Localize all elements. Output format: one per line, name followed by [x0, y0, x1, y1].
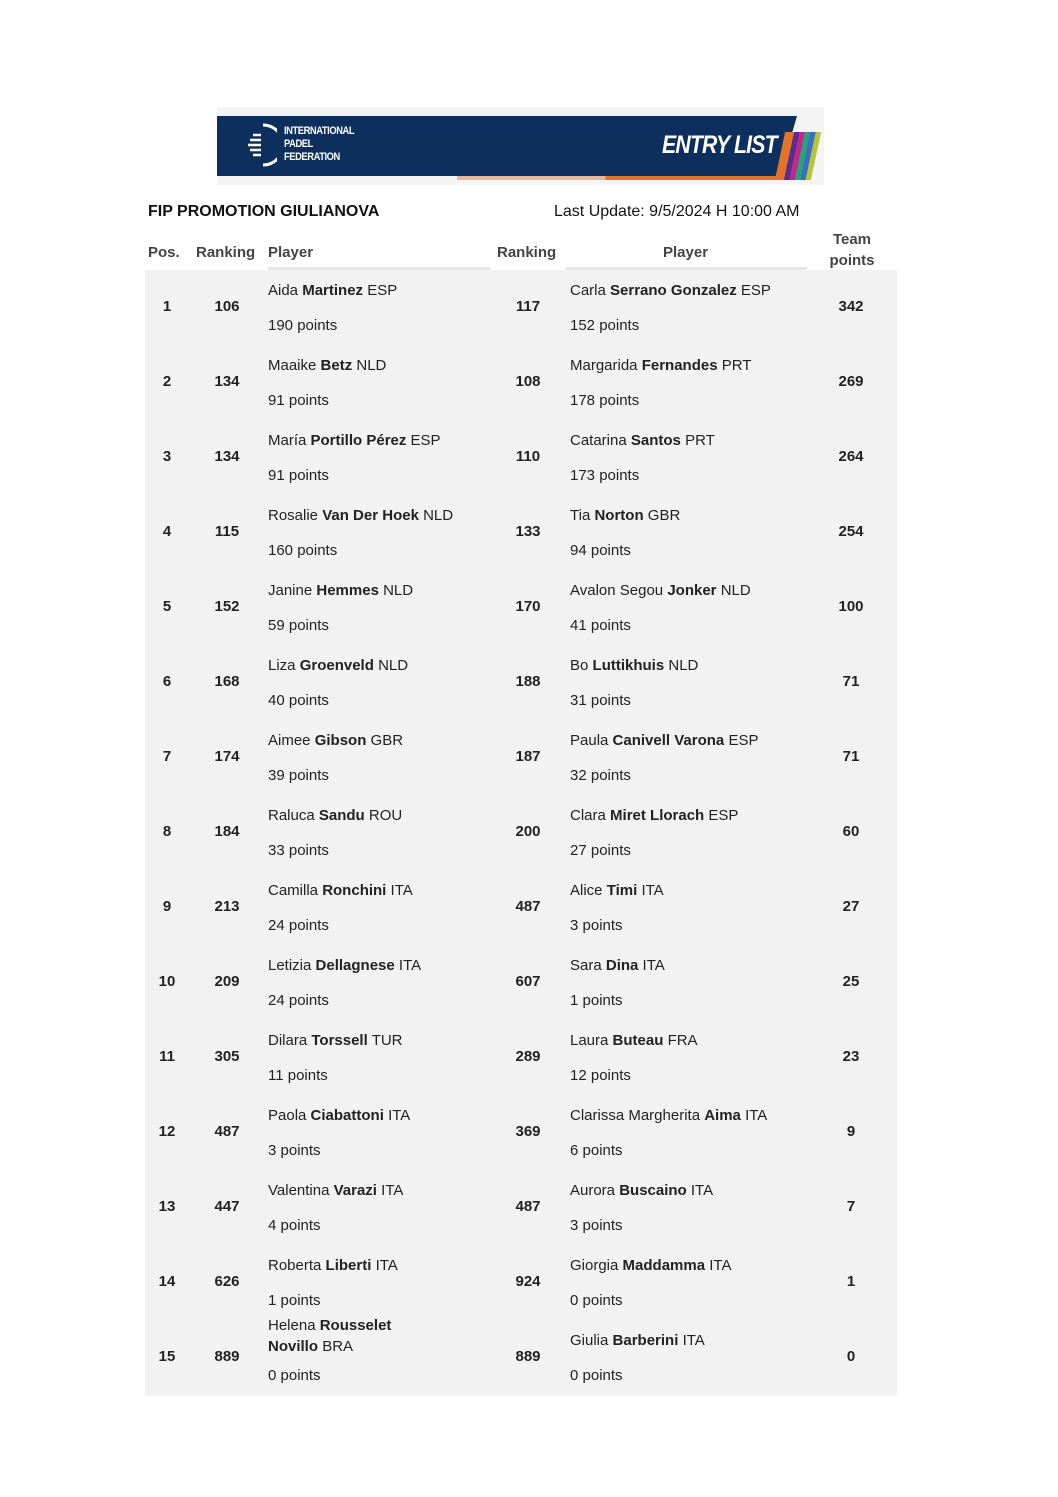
- player-name: [268, 1030, 493, 1051]
- ranking-1: 184: [214, 823, 240, 840]
- table-row: [145, 945, 897, 1020]
- ranking-2: 607: [515, 973, 541, 990]
- player-name: [570, 730, 795, 751]
- team-points: 23: [842, 1048, 860, 1065]
- player-points: 32 points: [570, 767, 631, 784]
- player-first-name: Laura: [570, 1032, 609, 1049]
- ranking-2: 187: [515, 748, 541, 765]
- player-points: 94 points: [570, 542, 631, 559]
- last-update: Last Update: 9/5/2024 H 10:00 AM: [554, 203, 800, 220]
- player-name: [570, 880, 795, 901]
- player-first-name: Janine: [268, 582, 313, 599]
- player-name: [268, 805, 493, 826]
- team-points: 60: [842, 823, 860, 840]
- player-points: 33 points: [268, 842, 329, 859]
- player-last-name: Miret Llorach: [610, 807, 705, 824]
- player-name: [570, 430, 795, 451]
- player-last-name: Ronchini: [322, 882, 387, 899]
- player-points: 1 points: [570, 992, 623, 1009]
- player-points: 91 points: [268, 467, 329, 484]
- player-first-name: Giulia: [570, 1332, 609, 1349]
- player-name: [570, 505, 795, 526]
- player-first-name: Liza: [268, 657, 296, 674]
- player-last-name: Canivell Varona: [612, 732, 725, 749]
- player-last-name: Gibson: [314, 732, 367, 749]
- player-country: BRA: [322, 1338, 354, 1355]
- ranking-2: 369: [515, 1123, 541, 1140]
- player-country: ITA: [682, 1332, 705, 1349]
- player-first-name: Alice: [570, 882, 603, 899]
- player-first-name: Sara: [570, 957, 602, 974]
- table-row: [145, 645, 897, 720]
- player-country: ITA: [709, 1257, 732, 1274]
- player-last-name: Jonker: [667, 582, 717, 599]
- player-country: ITA: [398, 957, 422, 974]
- position: 13: [158, 1198, 176, 1215]
- header-ranking-2: Ranking: [497, 244, 557, 261]
- player-first-name: Bo: [570, 657, 589, 674]
- player-name: [570, 1255, 795, 1276]
- player-last-name: Sandu: [318, 807, 365, 824]
- ranking-1: 305: [214, 1048, 240, 1065]
- player-last-name: Betz: [320, 357, 353, 374]
- player-points: 0 points: [570, 1367, 623, 1384]
- player-last-name: Varazi: [333, 1182, 377, 1199]
- player-points: 173 points: [570, 467, 640, 484]
- table-row: [145, 1095, 897, 1170]
- logo-line: INTERNATIONAL: [284, 125, 355, 137]
- ranking-2: 108: [515, 373, 541, 390]
- position: 3: [162, 448, 172, 465]
- player-points: 31 points: [570, 692, 631, 709]
- player-name: [570, 1180, 795, 1201]
- player-last-name: Dina: [605, 957, 639, 974]
- player-country: ROU: [368, 807, 403, 824]
- header-player-2: Player: [663, 244, 709, 261]
- player-points: 3 points: [570, 1217, 623, 1234]
- player-last-name: Torssell: [311, 1032, 368, 1049]
- player-points: 160 points: [268, 542, 338, 559]
- ranking-1: 213: [214, 898, 240, 915]
- fip-logo-text: [284, 125, 354, 164]
- player-country: NLD: [383, 582, 414, 599]
- player-country: ITA: [641, 882, 664, 899]
- player-name: [570, 805, 795, 826]
- player-country: ESP: [410, 432, 441, 449]
- ranking-2: 188: [515, 673, 541, 690]
- position: 4: [162, 523, 172, 540]
- player-first-name: Carla: [570, 282, 606, 299]
- player-last-name: Buteau: [612, 1032, 664, 1049]
- player-country: ITA: [745, 1107, 768, 1124]
- player-name: [268, 955, 493, 976]
- player-last-name: Dellagnese: [315, 957, 395, 974]
- table-row: [145, 270, 897, 345]
- position: 11: [159, 1048, 175, 1065]
- team-points: 7: [846, 1198, 856, 1215]
- player-first-name: Camilla: [268, 882, 319, 899]
- player-name: [268, 280, 493, 301]
- ranking-2: 924: [515, 1273, 541, 1290]
- player-first-name: Margarida: [570, 357, 638, 374]
- player-country: ITA: [642, 957, 665, 974]
- table-row: [145, 1245, 897, 1320]
- player-last-name: Martinez: [302, 282, 364, 299]
- header-pos: Pos.: [148, 244, 180, 261]
- ranking-2: 200: [515, 823, 541, 840]
- player-first-name: Aimee: [268, 732, 311, 749]
- player-country: GBR: [647, 507, 681, 524]
- team-points: 25: [842, 973, 860, 990]
- header-banner: [217, 107, 824, 185]
- ranking-2: 133: [515, 523, 541, 540]
- table-row: [145, 1317, 897, 1395]
- player-first-name: Paola: [268, 1107, 307, 1124]
- player-country: NLD: [378, 657, 409, 674]
- position: 8: [162, 823, 172, 840]
- player-points: 91 points: [268, 392, 329, 409]
- player-last-name: Liberti: [325, 1257, 372, 1274]
- player-last-name: Serrano Gonzalez: [610, 282, 737, 299]
- player-points: 24 points: [268, 917, 329, 934]
- position: 1: [162, 298, 172, 315]
- player-name: [268, 730, 493, 751]
- player-last-name: Hemmes: [316, 582, 379, 599]
- player-points: 152 points: [570, 317, 640, 334]
- player-points: 178 points: [570, 392, 640, 409]
- player-country: NLD: [423, 507, 454, 524]
- player-name: [570, 955, 795, 976]
- player-first-name: Avalon Segou: [570, 582, 664, 599]
- player-name: [570, 1330, 795, 1351]
- player-last-name: Maddamma: [622, 1257, 706, 1274]
- player-country: ITA: [388, 1107, 411, 1124]
- player-name: [570, 1105, 795, 1126]
- player-name: [268, 580, 493, 601]
- ranking-2: 110: [515, 448, 541, 465]
- header-team-points-line: Team: [832, 231, 872, 248]
- player-country: ESP: [708, 807, 739, 824]
- team-points: 254: [838, 523, 864, 540]
- ranking-1: 626: [214, 1273, 240, 1290]
- player-country: ESP: [728, 732, 759, 749]
- player-last-name: Ciabattoni: [310, 1107, 384, 1124]
- player-points: 12 points: [570, 1067, 631, 1084]
- ranking-1: 174: [214, 748, 240, 765]
- table-row: [145, 720, 897, 795]
- table-row: [145, 1020, 897, 1095]
- player-first-name: Roberta: [268, 1257, 322, 1274]
- player-points: 39 points: [268, 767, 329, 784]
- player-first-name: Clara: [570, 807, 606, 824]
- position: 15: [158, 1348, 176, 1365]
- position: 2: [162, 373, 172, 390]
- player-name: [268, 1255, 493, 1276]
- player-name: [570, 355, 795, 376]
- ranking-1: 106: [214, 298, 240, 315]
- player-first-name: Valentina: [268, 1182, 330, 1199]
- player-country: ESP: [740, 282, 771, 299]
- player-points: 59 points: [268, 617, 329, 634]
- position: 6: [162, 673, 172, 690]
- player-name: [570, 280, 795, 301]
- player-name: [268, 1315, 418, 1357]
- ranking-2: 889: [515, 1348, 541, 1365]
- player-first-name: Paula: [570, 732, 609, 749]
- player-name: [268, 505, 493, 526]
- ranking-1: 168: [214, 673, 240, 690]
- table-row: [145, 495, 897, 570]
- player-points: 3 points: [268, 1142, 321, 1159]
- position: 9: [162, 898, 172, 915]
- player-first-name: Clarissa Margherita: [570, 1107, 701, 1124]
- player-last-name: Groenveld: [299, 657, 374, 674]
- table-row: [145, 795, 897, 870]
- player-points: 24 points: [268, 992, 329, 1009]
- header-team-points-line: points: [829, 252, 875, 269]
- player-last-name: Aima: [704, 1107, 741, 1124]
- player-points: 1 points: [268, 1292, 321, 1309]
- team-points: 1: [846, 1273, 856, 1290]
- player-first-name: Maaike: [268, 357, 317, 374]
- logo-line: PADEL: [284, 138, 313, 150]
- player-points: 190 points: [268, 317, 338, 334]
- entry-list-title: ENTRY LIST: [662, 131, 777, 159]
- player-points: 4 points: [268, 1217, 321, 1234]
- header-player-1: Player: [268, 244, 314, 261]
- ranking-1: 134: [214, 448, 240, 465]
- team-points: 71: [842, 673, 860, 690]
- player-points: 27 points: [570, 842, 631, 859]
- table-row: [145, 570, 897, 645]
- team-points: 9: [846, 1123, 856, 1140]
- player-name: [268, 655, 493, 676]
- player-country: ESP: [367, 282, 398, 299]
- player-first-name: Giorgia: [570, 1257, 619, 1274]
- logo-line: FEDERATION: [284, 151, 340, 163]
- player-country: ITA: [690, 1182, 714, 1199]
- team-points: 100: [838, 598, 864, 615]
- player-last-name: Van Der Hoek: [322, 507, 419, 524]
- ranking-1: 152: [214, 598, 240, 615]
- player-first-name: Aurora: [570, 1182, 616, 1199]
- ranking-2: 487: [515, 898, 541, 915]
- player-first-name: Catarina: [570, 432, 627, 449]
- player-name: [570, 580, 795, 601]
- player-name: [268, 880, 493, 901]
- player-first-name: Dilara: [268, 1032, 308, 1049]
- player-name: [268, 355, 493, 376]
- player-points: 0 points: [570, 1292, 623, 1309]
- ranking-1: 487: [214, 1123, 240, 1140]
- team-points: 269: [838, 373, 864, 390]
- player-country: ITA: [390, 882, 413, 899]
- player-country: ITA: [381, 1182, 404, 1199]
- player-points: 40 points: [268, 692, 329, 709]
- team-points: 71: [842, 748, 860, 765]
- position: 5: [162, 598, 172, 615]
- player-first-name: Tia: [570, 507, 591, 524]
- ranking-1: 134: [214, 373, 240, 390]
- player-name: [268, 430, 493, 451]
- position: 14: [158, 1273, 176, 1290]
- header-ranking-1: Ranking: [196, 244, 256, 261]
- player-country: PRT: [721, 357, 752, 374]
- player-country: TUR: [371, 1032, 403, 1049]
- entry-table: [145, 270, 897, 1396]
- player-first-name: Helena: [268, 1317, 316, 1334]
- player-last-name: Timi: [606, 882, 638, 899]
- ranking-1: 115: [214, 523, 240, 540]
- ranking-1: 889: [214, 1348, 240, 1365]
- ranking-1: 209: [214, 973, 240, 990]
- ranking-1: 447: [214, 1198, 240, 1215]
- player-last-name: Fernandes: [641, 357, 718, 374]
- position: 10: [158, 973, 176, 990]
- ranking-2: 289: [515, 1048, 541, 1065]
- player-country: NLD: [720, 582, 751, 599]
- event-title: FIP PROMOTION GIULIANOVA: [148, 203, 380, 220]
- player-points: 3 points: [570, 917, 623, 934]
- player-name: [268, 1105, 493, 1126]
- fip-logo-icon: [245, 123, 277, 167]
- player-points: 0 points: [268, 1367, 321, 1384]
- player-first-name: Raluca: [268, 807, 315, 824]
- player-country: FRA: [667, 1032, 698, 1049]
- ranking-2: 117: [515, 298, 541, 315]
- player-points: 11 points: [268, 1067, 328, 1084]
- player-country: ITA: [375, 1257, 398, 1274]
- team-points: 342: [838, 298, 864, 315]
- player-country: NLD: [668, 657, 699, 674]
- player-points: 41 points: [570, 617, 631, 634]
- player-first-name: María: [268, 432, 307, 449]
- position: 12: [158, 1123, 176, 1140]
- team-points: 264: [838, 448, 864, 465]
- player-last-name: Santos: [630, 432, 681, 449]
- player-points: 6 points: [570, 1142, 623, 1159]
- table-row: [145, 345, 897, 420]
- team-points: 27: [842, 898, 860, 915]
- player-first-name: Aida: [268, 282, 299, 299]
- ranking-2: 487: [515, 1198, 541, 1215]
- table-row: [145, 420, 897, 495]
- player-first-name: Letizia: [268, 957, 312, 974]
- player-first-name: Rosalie: [268, 507, 319, 524]
- ranking-2: 170: [515, 598, 541, 615]
- player-name: [570, 1030, 795, 1051]
- player-name: [268, 1180, 493, 1201]
- player-last-name: Luttikhuis: [592, 657, 665, 674]
- player-country: PRT: [685, 432, 715, 449]
- table-row: [145, 870, 897, 945]
- banner-orange-line: [457, 176, 787, 180]
- team-points: 0: [846, 1348, 856, 1365]
- player-last-name: Norton: [594, 507, 644, 524]
- position: 7: [162, 748, 172, 765]
- player-name: [570, 655, 795, 676]
- player-country: NLD: [356, 357, 387, 374]
- player-country: GBR: [370, 732, 404, 749]
- player-last-name: Portillo Pérez: [310, 432, 407, 449]
- player-last-name: Buscaino: [619, 1182, 687, 1199]
- table-row: [145, 1170, 897, 1245]
- player-last-name: Barberini: [612, 1332, 679, 1349]
- player-last-name: Rousselet Novillo: [268, 1317, 392, 1355]
- header-team-points: [828, 229, 876, 271]
